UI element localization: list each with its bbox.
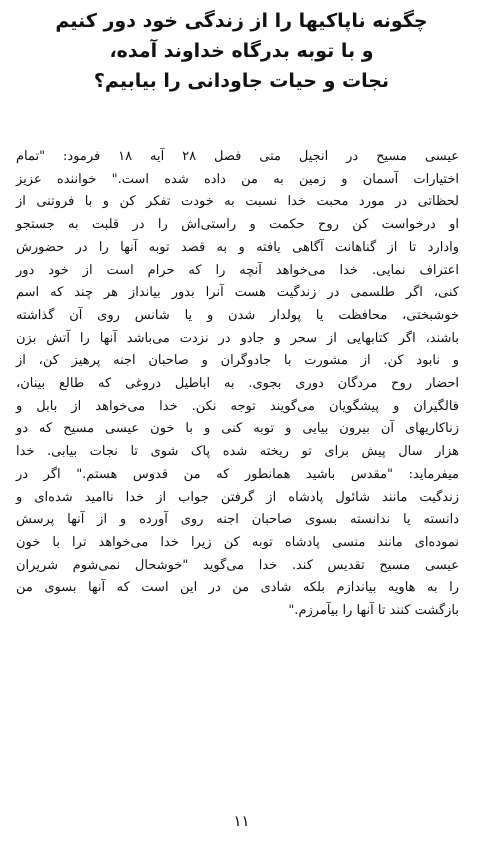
body-line: نموده‌ای مانند منسی پادشاه توبه کن زیرا خدا می‌خواهد ترا با خون	[16, 534, 459, 550]
body-line: و نابود کن. از مشورت با جادوگران و صاحبان اجنه پرهیز کن، از	[16, 353, 459, 369]
page-number: ۱۱	[233, 812, 250, 830]
body-line: اعتراف نمایی. خدا می‌خواهد آنچه را که حرام است از خود دور	[16, 262, 459, 278]
body-line: عیسی مسیح تقدیس کند. خدا می‌گوید "خوشحال نمی‌شوم شریران	[16, 557, 459, 573]
body-line: لحظاتی در مورد محبت خدا نسبت به خودت تفکر کن و با فروتنی از	[16, 194, 459, 210]
body-line: دانسته یا ندانسته بسوی صاحبان اجنه روی آورده و از آنها پرسش	[16, 512, 459, 528]
body-line: وادارد تا از گناهانت آگاهی یافته و به قصد توبه آنها را در حضورش	[16, 239, 459, 255]
body-line: بازگشت کنند تا آنها را بیآمرزم."	[288, 603, 459, 619]
body-line: میفرماید: "مقدس باشید همانطور که من قدوس هستم." اگر در	[16, 466, 459, 482]
title-line: چگونه ناپاکیها را از زندگی خود دور کنیم	[55, 10, 428, 32]
body-line: خوشبختی، محافظت یا پولدار شدن و یا شانس روی آن گذاشته	[16, 307, 459, 323]
title-line: و با توبه بدرگاه خداوند آمده،	[109, 40, 374, 62]
body-line: هزار سال پیش برای تو ریخته شده پاک شوی تا نجات بیابی. خدا	[16, 444, 459, 460]
page-title	[40, 6, 443, 96]
body-line: عیسی مسیح در انجیل متی فصل ۲۸ آیه ۱۸ فرمود: "تمام	[16, 149, 460, 164]
body-line: را به هاویه بیاندازم بلکه شادی من در این است که آنها بسوی من	[16, 580, 459, 596]
body-paragraph	[16, 146, 459, 623]
body-line: احضار روح مردگان دوری بجوی. به اباطیل دروغی که طالع بینان،	[16, 376, 459, 392]
body-line: کنی، اگر طلسمی در زندگیت هست آنرا بدور بیانداز هر چند که اسم	[16, 285, 459, 301]
title-line: نجات و حیات جاودانی را بیابیم؟	[93, 70, 390, 92]
body-line: زندگیت مانند شائول پادشاه از گرفتن جواب از خدا ناامید شده‌ای و	[16, 489, 459, 505]
body-line: او درخواست کن روح حکمت و راستی‌اش را در قلبت به جستجو	[16, 217, 459, 233]
body-line: اختیارات آسمان و زمین به من داده شده است." خواننده عزیز	[16, 171, 459, 187]
body-line: باشند، اگر کتابهایی از سحر و جادو در نزدت می‌باشد آنها را آتش بزن	[16, 330, 459, 346]
body-line: فالگیران و پیشگویان می‌گویند توجه نکن. خدا می‌خواهد از بابل و	[16, 398, 459, 414]
body-line: زناکاریهای آن بیرون بیایی و توبه کنی و با خون عیسی مسیح که دو	[16, 421, 459, 437]
